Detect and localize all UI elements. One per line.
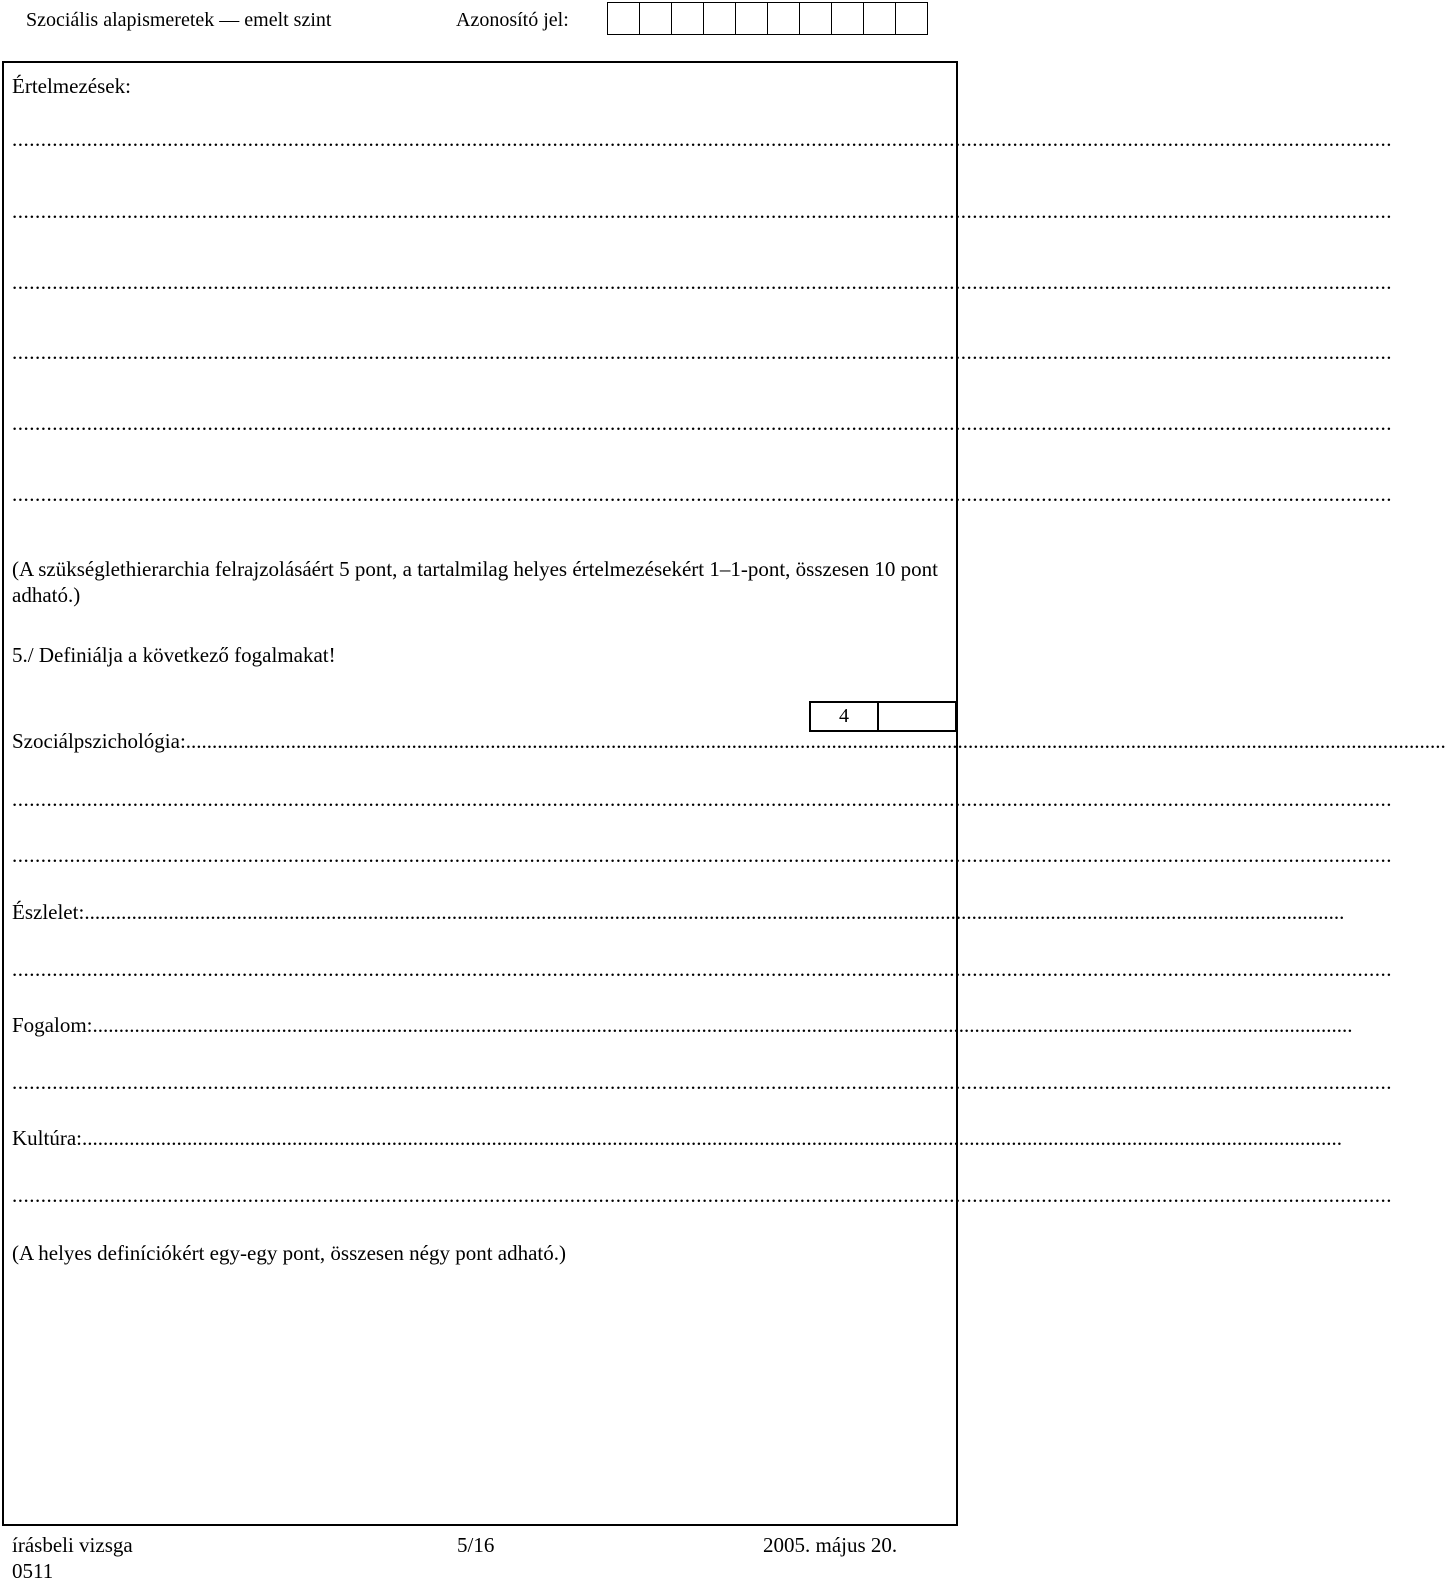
definition-line-culture[interactable]: Kultúra:................................................................................................................................................................................................................................................ xyxy=(12,1126,1342,1150)
answer-line[interactable]: ................................................................................................................................................................................................................................................ xyxy=(12,957,1392,981)
id-box[interactable] xyxy=(863,2,896,35)
answer-line[interactable]: ................................................................................................................................................................................................................................................ xyxy=(12,787,1392,811)
id-code-boxes[interactable] xyxy=(608,2,928,35)
max-points: 4 xyxy=(811,703,879,730)
answer-line[interactable]: ................................................................................................................................................................................................................................................ xyxy=(12,482,1392,506)
term-label: Fogalom: xyxy=(12,1013,93,1037)
answer-line[interactable]: ................................................................................................................................................................................................................................................ xyxy=(12,1070,1392,1094)
definition-line-perception[interactable]: Észlelet:................................................................................................................................................................................................................................................ xyxy=(12,900,1345,924)
answer-line[interactable]: ................................................................................................................................................................................................................................................ xyxy=(12,270,1392,294)
scoring-note-hierarchy: (A szükséglethierarchia felrajzolásáért 5 pont, a tartalmilag helyes értelmezésekért 1–1-pont, összesen 10 pont adható.) xyxy=(12,557,938,607)
term-label: Észlelet: xyxy=(12,900,85,924)
term-label: Kultúra: xyxy=(12,1126,82,1150)
exam-subject-header: Szociális alapismeretek — emelt szint xyxy=(26,9,332,31)
term-label: Szociálpszichológia: xyxy=(12,729,186,753)
id-box[interactable] xyxy=(703,2,736,35)
score-box xyxy=(809,701,957,732)
id-box[interactable] xyxy=(671,2,704,35)
answer-line[interactable]: ................................................................................................................................................................................................................................................ xyxy=(12,843,1392,867)
id-box[interactable] xyxy=(799,2,832,35)
id-label: Azonosító jel: xyxy=(456,9,569,31)
id-box[interactable] xyxy=(831,2,864,35)
id-box[interactable] xyxy=(735,2,768,35)
footer-exam-type: írásbeli vizsga xyxy=(12,1533,133,1557)
interpretations-label: Értelmezések: xyxy=(12,74,131,98)
definition-line-social-psychology[interactable]: Szociálpszichológia:................................................................................................................................................................................................................................................ xyxy=(12,729,1446,753)
answer-line[interactable]: ................................................................................................................................................................................................................................................ xyxy=(12,127,1392,151)
task-5-instruction: 5./ Definiálja a következő fogalmakat! xyxy=(12,643,336,667)
answer-line[interactable]: ................................................................................................................................................................................................................................................ xyxy=(12,199,1392,223)
answer-line[interactable]: ................................................................................................................................................................................................................................................ xyxy=(12,340,1392,364)
footer-code: 0511 xyxy=(12,1559,54,1583)
answer-line[interactable]: ................................................................................................................................................................................................................................................ xyxy=(12,411,1392,435)
id-box[interactable] xyxy=(895,2,928,35)
id-box[interactable] xyxy=(639,2,672,35)
achieved-points-field[interactable] xyxy=(879,703,955,730)
id-box[interactable] xyxy=(767,2,800,35)
exam-date: 2005. május 20. xyxy=(763,1533,898,1557)
page-number: 5/16 xyxy=(457,1533,495,1557)
answer-line[interactable]: ................................................................................................................................................................................................................................................ xyxy=(12,1183,1392,1207)
id-box[interactable] xyxy=(607,2,640,35)
definition-line-concept[interactable]: Fogalom:................................................................................................................................................................................................................................................ xyxy=(12,1013,1353,1037)
scoring-note-definitions: (A helyes definíciókért egy-egy pont, összesen négy pont adható.) xyxy=(12,1241,567,1265)
